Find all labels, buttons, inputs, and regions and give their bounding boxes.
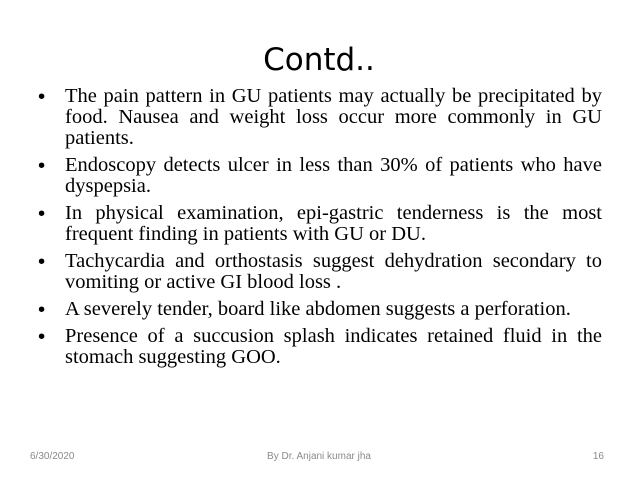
bullet-dot-icon: • [38, 202, 46, 225]
bullet-item [38, 203, 602, 245]
bullet-item [38, 251, 602, 293]
bullet-item [38, 155, 602, 197]
slide-title: Contd.. [263, 42, 375, 78]
footer-page-number: 16 [592, 451, 604, 462]
bullet-text: Presence of a succusion splash indicates retained fluid in the stomach suggesting GOO. [65, 325, 602, 368]
bullet-item [38, 299, 602, 320]
bullet-dot-icon: • [38, 154, 46, 177]
bullet-text: Endoscopy detects ulcer in less than 30% of patients who have dyspepsia. [65, 154, 602, 197]
bullet-text: Tachycardia and orthostasis suggest dehydration secondary to vomiting or active GI blood loss . [65, 250, 602, 293]
bullet-item [38, 326, 602, 368]
bullet-dot-icon: • [38, 325, 46, 348]
bullet-dot-icon: • [38, 298, 46, 321]
bullet-item [38, 86, 602, 149]
bullet-dot-icon: • [38, 85, 46, 108]
footer-date: 6/30/2020 [30, 451, 75, 462]
bullet-dot-icon: • [38, 250, 46, 273]
bullet-text: The pain pattern in GU patients may actually be precipitated by food. Nausea and weight loss occur more commonly in GU patients. [65, 85, 602, 149]
bullet-list [38, 86, 602, 374]
bullet-text: In physical examination, epi-gastric tenderness is the most frequent finding in patients with GU or DU. [65, 202, 602, 245]
footer-author: By Dr. Anjani kumar jha [267, 451, 371, 462]
bullet-text: A severely tender, board like abdomen suggests a perforation. [65, 298, 571, 320]
